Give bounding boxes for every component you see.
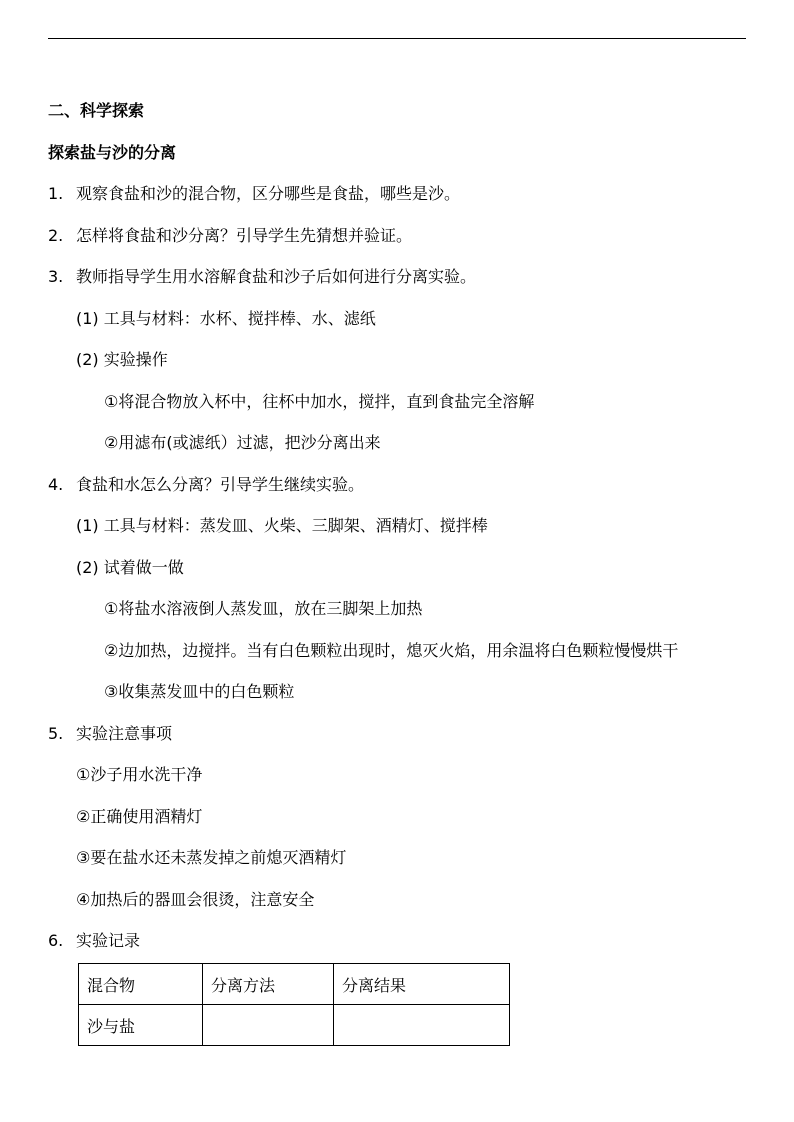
note-item: ②正确使用酒精灯 <box>76 807 203 826</box>
sub-item: (2) 实验操作 <box>76 350 168 369</box>
table-header-row <box>79 964 510 1005</box>
list-item <box>48 930 140 952</box>
list-item <box>48 474 364 496</box>
sub-item: (1) 工具与材料：蒸发皿、火柴、三脚架、酒精灯、搅拌棒 <box>76 516 488 535</box>
subtitle: 探索盐与沙的分离 <box>48 143 177 162</box>
table-cell <box>334 1005 510 1046</box>
list-item <box>48 266 476 288</box>
note-item: ④加热后的器皿会很烫，注意安全 <box>76 890 315 909</box>
table-header-cell: 分离方法 <box>203 964 334 1005</box>
item-number: 3. <box>48 267 64 286</box>
table-cell <box>203 1005 334 1046</box>
sub-item: (1) 工具与材料：水杯、搅拌棒、水、滤纸 <box>76 309 376 328</box>
table-row <box>79 1005 510 1046</box>
header-rule <box>48 38 746 39</box>
step-item: ③收集蒸发皿中的白色颗粒 <box>104 682 295 701</box>
item-number: 1. <box>48 184 64 203</box>
note-item: ①沙子用水洗干净 <box>76 765 203 784</box>
experiment-record-table <box>78 963 510 1046</box>
table-header-cell: 分离结果 <box>334 964 510 1005</box>
section-title: 二、科学探索 <box>48 101 145 120</box>
item-number: 4. <box>48 475 64 494</box>
sub-item: (2) 试着做一做 <box>76 558 184 577</box>
step-item: ①将混合物放入杯中，往杯中加水，搅拌，直到食盐完全溶解 <box>104 392 535 411</box>
list-item <box>48 183 460 205</box>
item-text: 食盐和水怎么分离？引导学生继续实验。 <box>76 475 365 494</box>
step-item: ②边加热，边搅拌。当有白色颗粒出现时，熄灭火焰，用余温将白色颗粒慢慢烘干 <box>104 641 679 660</box>
list-item <box>48 723 172 745</box>
item-number: 6. <box>48 931 64 950</box>
item-text: 实验注意事项 <box>76 724 173 743</box>
item-text: 教师指导学生用水溶解食盐和沙子后如何进行分离实验。 <box>76 267 477 286</box>
item-text: 实验记录 <box>76 931 141 950</box>
item-text: 怎样将食盐和沙分离？引导学生先猜想并验证。 <box>76 226 413 245</box>
item-text: 观察食盐和沙的混合物，区分哪些是食盐，哪些是沙。 <box>76 184 461 203</box>
note-item: ③要在盐水还未蒸发掉之前熄灭酒精灯 <box>76 848 347 867</box>
item-number: 5. <box>48 724 64 743</box>
step-item: ①将盐水溶液倒人蒸发皿，放在三脚架上加热 <box>104 599 423 618</box>
step-item: ②用滤布(或滤纸）过滤，把沙分离出来 <box>104 433 381 452</box>
table-cell: 沙与盐 <box>79 1005 203 1046</box>
table-header-cell: 混合物 <box>79 964 203 1005</box>
item-number: 2. <box>48 226 64 245</box>
list-item <box>48 225 412 247</box>
